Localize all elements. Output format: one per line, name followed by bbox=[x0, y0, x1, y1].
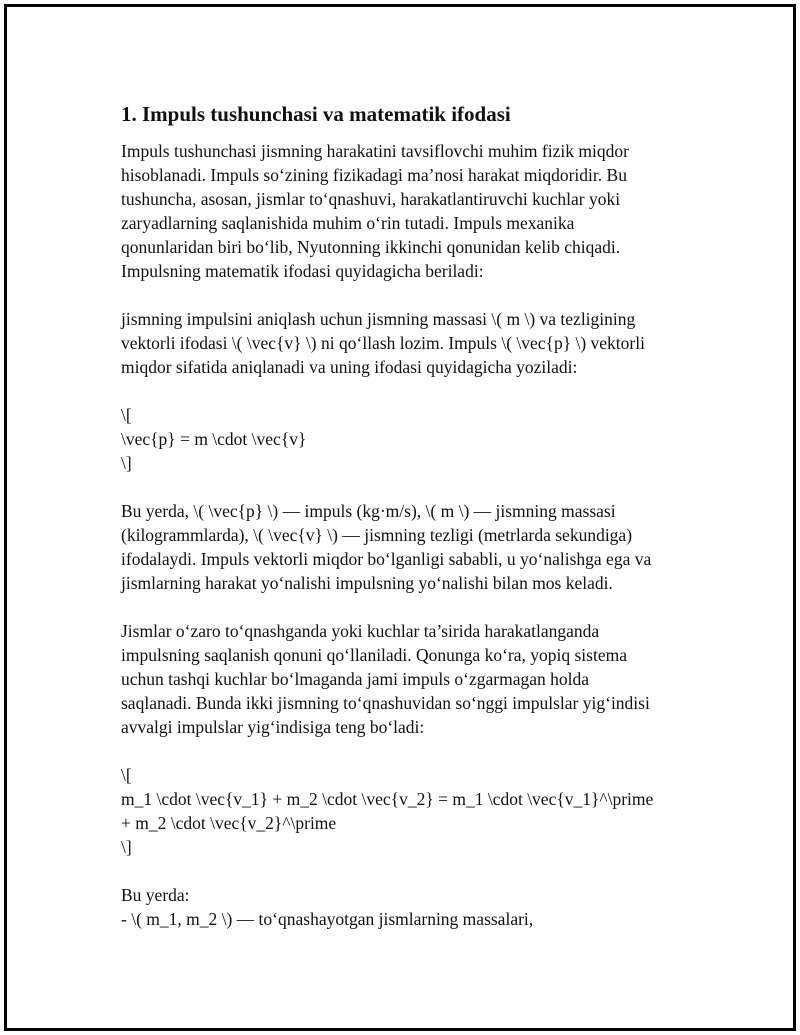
text-line: Impulsning matematik ifodasi quyidagicha beriladi: bbox=[121, 261, 484, 281]
text-line: tushuncha, asosan, jismlar to‘qnashuvi, harakatlantiruvchi kuchlar yoki bbox=[121, 189, 621, 209]
text-line: impulsning saqlanish qonuni qo‘llaniladi. Qonunga ko‘ra, yopiq sistema bbox=[121, 645, 627, 665]
paragraph-definition bbox=[121, 307, 701, 379]
paragraph-conservation bbox=[121, 619, 701, 739]
paragraph-explanation bbox=[121, 499, 701, 595]
text-line: ifodalaydi. Impuls vektorli miqdor bo‘lganligi sababli, u yo‘nalishga ega va bbox=[121, 549, 652, 569]
section-heading: 1. Impuls tushunchasi va matematik ifodasi bbox=[121, 102, 511, 126]
equation-line: \[ bbox=[121, 765, 132, 785]
equation-line: \] bbox=[121, 837, 132, 857]
equation-line: \] bbox=[121, 453, 132, 473]
text-line: (kilogrammlarda), \( \vec{v} \) — jismning tezligi (metrlarda sekundiga) bbox=[121, 525, 633, 545]
text-line: hisoblanadi. Impuls so‘zining fizikadagi ma’nosi harakat miqdoridir. Bu bbox=[121, 165, 627, 185]
text-line: Bu yerda, \( \vec{p} \) — impuls (kg·m/s), \( m \) — jismning massasi bbox=[121, 501, 616, 521]
text-line: saqlanadi. Bunda ikki jismning to‘qnashuvidan so‘nggi impulslar yig‘indisi bbox=[121, 693, 650, 713]
text-line: zaryadlarning saqlanishida muhim o‘rin tutadi. Impuls mexanika bbox=[121, 213, 575, 233]
text-line: qonunlaridan biri bo‘lib, Nyutonning ikkinchi qonunidan kelib chiqadi. bbox=[121, 237, 621, 257]
paragraph-intro bbox=[121, 139, 701, 283]
equation-conservation bbox=[121, 763, 701, 859]
text-line: jismning impulsini aniqlash uchun jismning massasi \( m \) va tezligining bbox=[121, 309, 636, 329]
equation-line: + m_2 \cdot \vec{v_2}^\prime bbox=[121, 813, 337, 833]
text-line: uchun tashqi kuchlar bo‘lmaganda jami impuls o‘zgarmagan holda bbox=[121, 669, 589, 689]
page-frame bbox=[4, 4, 796, 1031]
paragraph-definitions-list bbox=[121, 883, 701, 931]
equation-impulse bbox=[121, 403, 701, 475]
equation-line: m_1 \cdot \vec{v_1} + m_2 \cdot \vec{v_2} = m_1 \cdot \vec{v_1}^\prime bbox=[121, 789, 654, 809]
equation-line: \[ bbox=[121, 405, 132, 425]
text-line: miqdor sifatida aniqlanadi va uning ifodasi quyidagicha yoziladi: bbox=[121, 357, 578, 377]
text-line: vektorli ifodasi \( \vec{v} \) ni qo‘llash lozim. Impuls \( \vec{p} \) vektorli bbox=[121, 333, 645, 353]
text-line: jismlarning harakat yo‘nalishi impulsning yo‘nalishi bilan mos keladi. bbox=[121, 573, 613, 593]
list-item: - \( m_1, m_2 \) — to‘qnashayotgan jismlarning massalari, bbox=[121, 909, 534, 929]
text-line: avvalgi impulslar yig‘indisiga teng bo‘ladi: bbox=[121, 717, 425, 737]
text-line: Jismlar o‘zaro to‘qnashganda yoki kuchlar ta’sirida harakatlanganda bbox=[121, 621, 600, 641]
document-body bbox=[121, 101, 701, 955]
text-line: Impuls tushunchasi jismning harakatini tavsiflovchi muhim fizik miqdor bbox=[121, 141, 629, 161]
text-line: Bu yerda: bbox=[121, 885, 190, 905]
equation-line: \vec{p} = m \cdot \vec{v} bbox=[121, 429, 307, 449]
